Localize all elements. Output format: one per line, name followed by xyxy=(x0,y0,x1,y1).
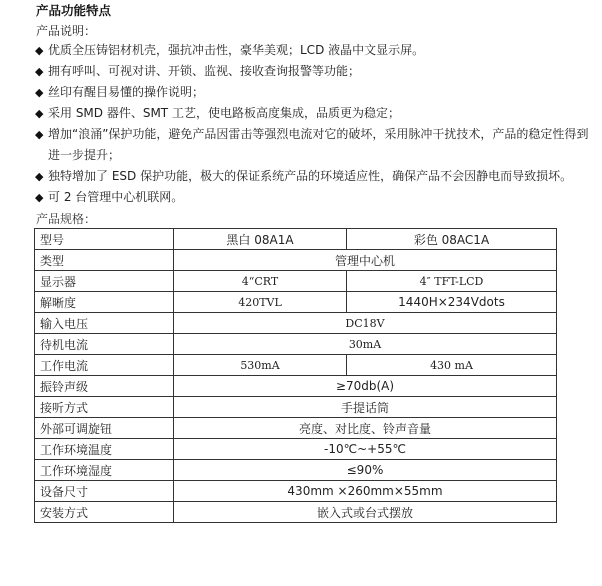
spec-heading: 产品规格： xyxy=(36,212,97,226)
feature-item xyxy=(36,40,592,61)
spec-value-a: 4“CRT xyxy=(174,271,347,292)
spec-label: 工作环境湿度 xyxy=(35,460,174,481)
spec-label: 型号 xyxy=(35,229,174,250)
diamond-bullet-icon: ◆ xyxy=(35,65,44,78)
feature-item xyxy=(36,187,592,208)
spec-row-dimensions xyxy=(35,481,557,502)
diamond-bullet-icon: ◆ xyxy=(35,44,44,57)
spec-label: 类型 xyxy=(35,250,174,271)
feature-text: 采用 SMD 器件、SMT 工艺，使电路板高度集成，品质更为稳定； xyxy=(48,106,400,120)
spec-row-display xyxy=(35,271,557,292)
spec-label: 安装方式 xyxy=(35,502,174,523)
spec-value: 管理中心机 xyxy=(174,250,557,271)
diamond-bullet-icon: ◆ xyxy=(35,128,44,141)
spec-row-humidity xyxy=(35,460,557,481)
feature-text: 拥有呼叫、可视对讲、开锁、监视、接收查询报警等功能； xyxy=(48,64,361,78)
spec-value: 30mA xyxy=(174,334,557,355)
spec-label: 外部可调旋钮 xyxy=(35,418,174,439)
spec-value: DC18V xyxy=(174,313,557,334)
spec-label: 待机电流 xyxy=(35,334,174,355)
feature-text: 优质全压铸铝材机壳，强抗冲击性，豪华美观；LCD 液晶中文显示屏。 xyxy=(48,43,425,57)
feature-text: 丝印有醒目易懂的操作说明； xyxy=(48,85,205,99)
spec-value-a: 420TVL xyxy=(174,292,347,313)
spec-label: 振铃声级 xyxy=(35,376,174,397)
spec-label: 输入电压 xyxy=(35,313,174,334)
spec-row-input-voltage xyxy=(35,313,557,334)
spec-value-mono-model: 黑白 08A1A xyxy=(174,229,347,250)
spec-label: 工作电流 xyxy=(35,355,174,376)
spec-value-b: 4″ TFT-LCD xyxy=(347,271,557,292)
description-heading: 产品说明： xyxy=(36,24,97,38)
spec-row-working-current xyxy=(35,355,557,376)
feature-list xyxy=(36,40,592,208)
feature-item xyxy=(36,82,592,103)
diamond-bullet-icon: ◆ xyxy=(35,170,44,183)
spec-value-a: 530mA xyxy=(174,355,347,376)
spec-row-temperature xyxy=(35,439,557,460)
spec-value-b: 1440H×234Vdots xyxy=(347,292,557,313)
spec-value-b: 430 mA xyxy=(347,355,557,376)
spec-row-model xyxy=(35,229,557,250)
spec-table xyxy=(34,228,557,523)
diamond-bullet-icon: ◆ xyxy=(35,86,44,99)
spec-value: 嵌入式或台式摆放 xyxy=(174,502,557,523)
feature-text: 可 2 台管理中心机联网。 xyxy=(48,190,184,204)
feature-text: 增加“浪涌”保护功能，避免产品因雷击等强烈电流对它的破坏，采用脉冲干扰技术，产品的稳定性得到进一步提升； xyxy=(48,127,589,162)
spec-row-installation xyxy=(35,502,557,523)
spec-value: 手提话筒 xyxy=(174,397,557,418)
feature-item xyxy=(36,166,592,187)
spec-row-knobs xyxy=(35,418,557,439)
diamond-bullet-icon: ◆ xyxy=(35,107,44,120)
spec-value: -10℃~+55℃ xyxy=(174,439,557,460)
feature-item xyxy=(36,103,592,124)
spec-row-standby-current xyxy=(35,334,557,355)
spec-label: 工作环境温度 xyxy=(35,439,174,460)
spec-value: 亮度、对比度、铃声音量 xyxy=(174,418,557,439)
feature-item xyxy=(36,61,592,82)
spec-row-answer-mode xyxy=(35,397,557,418)
spec-value: ≤90% xyxy=(174,460,557,481)
feature-text: 独特增加了 ESD 保护功能，极大的保证系统产品的环境适应性，确保产品不会因静电而导致损坏。 xyxy=(48,169,573,183)
spec-row-type xyxy=(35,250,557,271)
feature-item xyxy=(36,124,592,166)
spec-label: 设备尺寸 xyxy=(35,481,174,502)
spec-row-resolution xyxy=(35,292,557,313)
spec-label: 显示器 xyxy=(35,271,174,292)
diamond-bullet-icon: ◆ xyxy=(35,191,44,204)
spec-row-ring-level xyxy=(35,376,557,397)
spec-value: ≥70db(A) xyxy=(174,376,557,397)
spec-label: 接听方式 xyxy=(35,397,174,418)
spec-value: 430mm ×260mm×55mm xyxy=(174,481,557,502)
spec-label: 解晰度 xyxy=(35,292,174,313)
spec-value-color-model: 彩色 08AC1A xyxy=(347,229,557,250)
page-title: 产品功能特点 xyxy=(36,3,112,18)
